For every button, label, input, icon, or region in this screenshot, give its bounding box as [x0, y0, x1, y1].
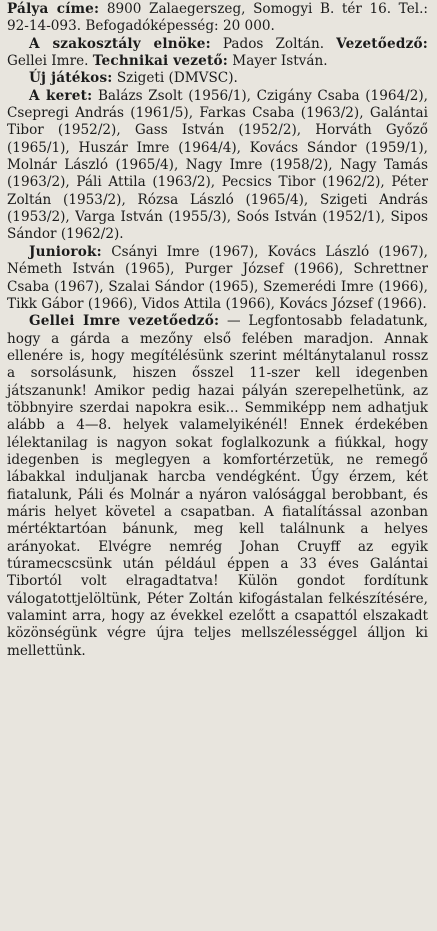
new-player-text: Szigeti (DMVSC).	[112, 70, 238, 87]
stadium-paragraph	[7, 1, 428, 36]
stadium-text: 8900 Zalaegerszeg, Somogyi B. tér 16. Tel.: 92-14-093. Befogadóképesség: 20 000.	[7, 1, 428, 35]
leadership-paragraph	[7, 36, 428, 71]
technical-director-label: Technikai vezető:	[92, 53, 228, 70]
president-text: Pados Zoltán.	[210, 35, 337, 52]
coach-statement-label: Gellei Imre vezetőedző:	[29, 313, 220, 330]
head-coach-label: Vezetőedző:	[336, 35, 428, 52]
head-coach-text: Gellei Imre.	[7, 53, 93, 70]
stadium-label: Pálya címe:	[7, 1, 100, 17]
squad-label: A keret:	[29, 87, 93, 104]
president-label: A szakosztály elnöke:	[29, 35, 211, 52]
juniors-paragraph	[7, 244, 428, 313]
coach-statement-text: — Legfontosabb feladatunk, hogy a gárda a mezőny első felében maradjon. Annak ellenére is, hogy megítélésünk szerint méltánytalanul rossz a sorsolásunk, hiszen ősszel 11-szer kell idegenben játszanunk! Amikor pedig hazai pályán szerepelhetünk, az többnyire szerdai napokra esik... Semmiképp nem adhatjuk alább a 4—8. helyek valamelyikénél! Ennek érdekében lélektanilag is nagyon sokat foglalkozunk a fiúkkal, hogy idegenben is meglegyen a komfortérzetük, ne remegő lábakkal induljanak harcba vendégként. Úgy érzem, két fiatalunk, Páli és Molnár a nyáron valósággal berobbant, és máris helyet követel a csapatban. A fiatalítással azonban mértéktartóan bánunk, meg kell találnunk a helyes arányokat. Elvégre nemrég Johan Cruyff az egyik túramecscsünk után például éppen a 33 éves Galántai Tibortól volt elragadtatva! Külön gondot fordítunk válogatottjelöltünk, Péter Zoltán kifogástalan felkészítésére, valamint arra, hogy az évekkel ezelőtt a csapattól elszakadt közönségünk végre újra teljes mellszélességgel álljon ki mellettünk.	[7, 313, 428, 659]
squad-text: Balázs Zsolt (1956/1), Czigány Csaba (1964/2), Csepregi András (1961/5), Farkas Csaba (1963/2), Galántai Tibor (1952/2), Gass István (1952/2), Horváth Győző (1965/1), Huszár Imre (1964/4), Kovács Sándor (1959/1), Molnár László (1965/4), Nagy Imre (1958/2), Nagy Tamás (1963/2), Páli Attila (1963/2), Pecsics Tibor (1962/2), Péter Zoltán (1953/2), Rózsa László (1965/4), Szigeti András (1953/2), Varga István (1955/3), Soós István (1952/1), Sipos Sándor (1962/2).	[7, 87, 428, 243]
new-player-label: Új játékos:	[29, 70, 113, 87]
coach-statement-paragraph	[7, 313, 428, 660]
new-player-paragraph	[7, 70, 428, 87]
squad-paragraph	[7, 88, 428, 244]
juniors-text: Csányi Imre (1967), Kovács László (1967), Németh István (1965), Purger József (1966), Schrettner Csaba (1967), Szalai Sándor (1965), Szemerédi Imre (1966), Tikk Gábor (1966), Vidos Attila (1966), Kovács József (1966).	[7, 243, 428, 312]
juniors-label: Juniorok:	[29, 243, 102, 260]
technical-director-text: Mayer István.	[227, 53, 328, 70]
